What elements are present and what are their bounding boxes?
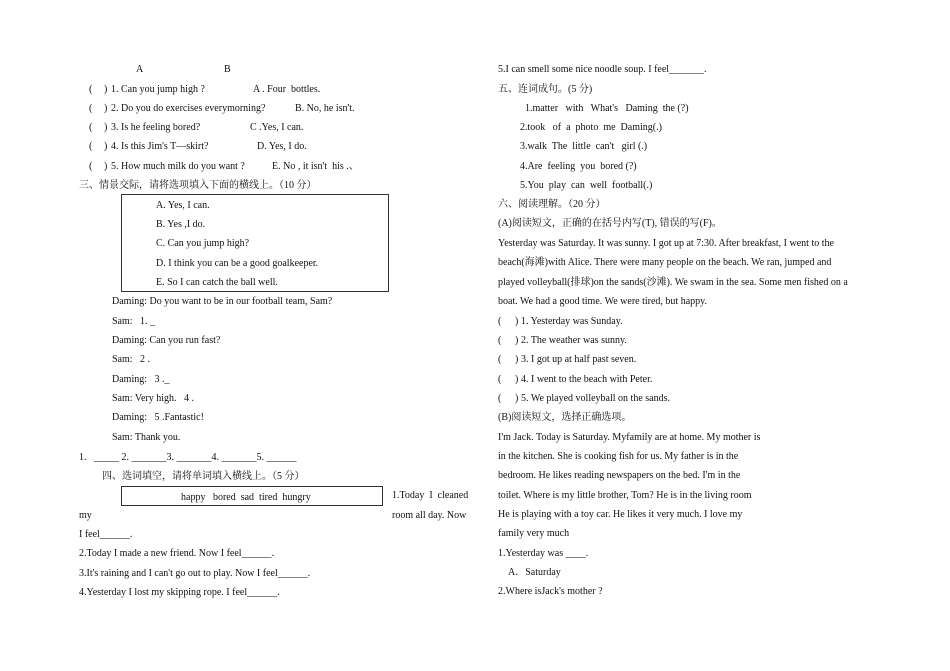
option-item: D. I think you can be a good goalkeeper. [156,258,319,269]
answer-bracket-close: ) [104,103,108,114]
word-bank: happy bored sad tired hungry [181,492,311,503]
scrambled-sentence: 1.matter with What's Daming the (?) [525,103,689,114]
answer-bracket-open: ( [498,393,502,404]
passage-line: Yesterday was Saturday. It was sunny. I got up at 7:30. After breakfast, I went to the [498,238,834,249]
dialogue-line: Daming: Can you run fast? [112,335,221,346]
option-item: A. Yes, I can. [156,200,210,211]
fill-question-text: 1.Today I cleaned [392,490,469,501]
match-answer: D. Yes, I do. [257,141,307,152]
answer-bracket-open: ( [498,335,502,346]
dialogue-line: Sam: 1. _ [112,316,156,327]
match-question: 2. Do you do exercises everymorning? [111,103,266,114]
answer-bracket-close: ) [104,161,108,172]
answer-bracket-open: ( [89,122,93,133]
option-item: C. Can you jump high? [156,238,250,249]
fill-question: 5.I can smell some nice noodle soup. I feel_______. [498,64,707,75]
match-question: 4. Is this Jim's T—skirt? [111,141,209,152]
fill-question-text: room all day. Now [392,510,467,521]
answer-bracket-open: ( [89,161,93,172]
reading-option: A．Saturday [508,567,561,578]
dialogue-line: Daming: Do you want to be in our football team, Sam? [112,296,333,307]
answer-blanks-line: 1. _____ 2. _______3. _______4. _______5. ______ [79,452,297,463]
option-item: B. Yes ,I do. [156,219,206,230]
section-3-title: 三、情景交际，请将选项填入下面的横线上。（10 分） [79,180,317,191]
tf-question: 4. I went to the beach with Peter. [521,374,653,385]
scrambled-sentence: 2.took of a photo me Daming(.) [520,122,662,133]
passage-line: bedroom. He likes reading newspapers on the bed. I'm in the [498,470,741,481]
passage-line: toilet. Where is my little brother, Tom? He is in the living room [498,490,752,501]
fill-question: 2.Today I made a new friend. Now I feel______. [79,548,275,559]
answer-bracket-open: ( [89,103,93,114]
answer-bracket-open: ( [89,84,93,95]
answer-bracket-open: ( [498,316,502,327]
reading-question: 1.Yesterday was ____. [498,548,589,559]
fill-question: 3.It's raining and I can't go out to play. Now I feel______. [79,568,311,579]
passage-line: I'm Jack. Today is Saturday. Myfamily are at home. My mother is [498,432,761,443]
answer-bracket-close: ) [104,122,108,133]
match-answer: A . Four bottles. [253,84,321,95]
column-header-b: B [224,64,231,75]
scrambled-sentence: 5.You play can well football(.) [520,180,653,191]
answer-bracket-close: ) [515,393,519,404]
scrambled-sentence: 4.Are feeling you bored (?) [520,161,637,172]
answer-bracket-close: ) [104,141,108,152]
match-question: 3. Is he feeling bored? [111,122,201,133]
answer-bracket-open: ( [498,354,502,365]
scrambled-sentence: 3.walk The little can't girl (.) [520,141,648,152]
dialogue-line: Daming: 5 .Fantastic! [112,412,204,423]
option-item: E. So I can catch the ball well. [156,277,278,288]
passage-line: beach(海滩)with Alice. There were many people on the beach. We ran, jumped and [498,257,832,268]
part-a-title: (A)阅读短文，正确的在括号内写(T), 错误的写(F)。 [498,218,722,229]
reading-question: 2.Where isJack's mother ? [498,586,603,597]
match-question: 5. How much milk do you want ? [111,161,245,172]
match-answer: E. No , it isn't his .、 [272,161,359,172]
answer-bracket-open: ( [498,374,502,385]
match-answer: B. No, he isn't. [295,103,355,114]
section-5-title: 五、连词成句。(5 分) [498,84,593,95]
passage-line: family very much [498,528,570,539]
tf-question: 5. We played volleyball on the sands. [521,393,670,404]
dialogue-line: Sam: Thank you. [112,432,181,443]
section-4-title: 四、选词填空，请将单词填入横线上。（5 分） [102,471,305,482]
section-6-title: 六、阅读理解。（20 分） [498,199,606,210]
match-question: 1. Can you jump high ? [111,84,205,95]
part-b-title: (B)阅读短文，选择正确选项。 [498,412,632,423]
fill-question-text: I feel______. [79,529,133,540]
answer-bracket-open: ( [89,141,93,152]
fill-question: 4.Yesterday I lost my skipping rope. I feel______. [79,587,280,598]
answer-bracket-close: ) [515,374,519,385]
dialogue-line: Sam: 2 . [112,354,151,365]
dialogue-line: Sam: Very high. 4 . [112,393,195,404]
passage-line: He is playing with a toy car. He likes it very much. I love my [498,509,743,520]
answer-bracket-close: ) [515,335,519,346]
tf-question: 3. I got up at half past seven. [521,354,637,365]
answer-bracket-close: ) [515,316,519,327]
answer-bracket-close: ) [515,354,519,365]
fill-question-text: my [79,510,92,521]
tf-question: 1. Yesterday was Sunday. [521,316,623,327]
match-answer: C .Yes, I can. [250,122,304,133]
dialogue-line: Daming: 3 ._ [112,374,170,385]
answer-bracket-close: ) [104,84,108,95]
passage-line: in the kitchen. She is cooking fish for us. My father is in the [498,451,739,462]
passage-line: boat. We had a good time. We were tired, but happy. [498,296,707,307]
column-header-a: A [136,64,144,75]
passage-line: played volleyball(排球)on the sands(沙滩). We swam in the sea. Some men fished on a [498,277,848,288]
tf-question: 2. The weather was sunny. [521,335,627,346]
